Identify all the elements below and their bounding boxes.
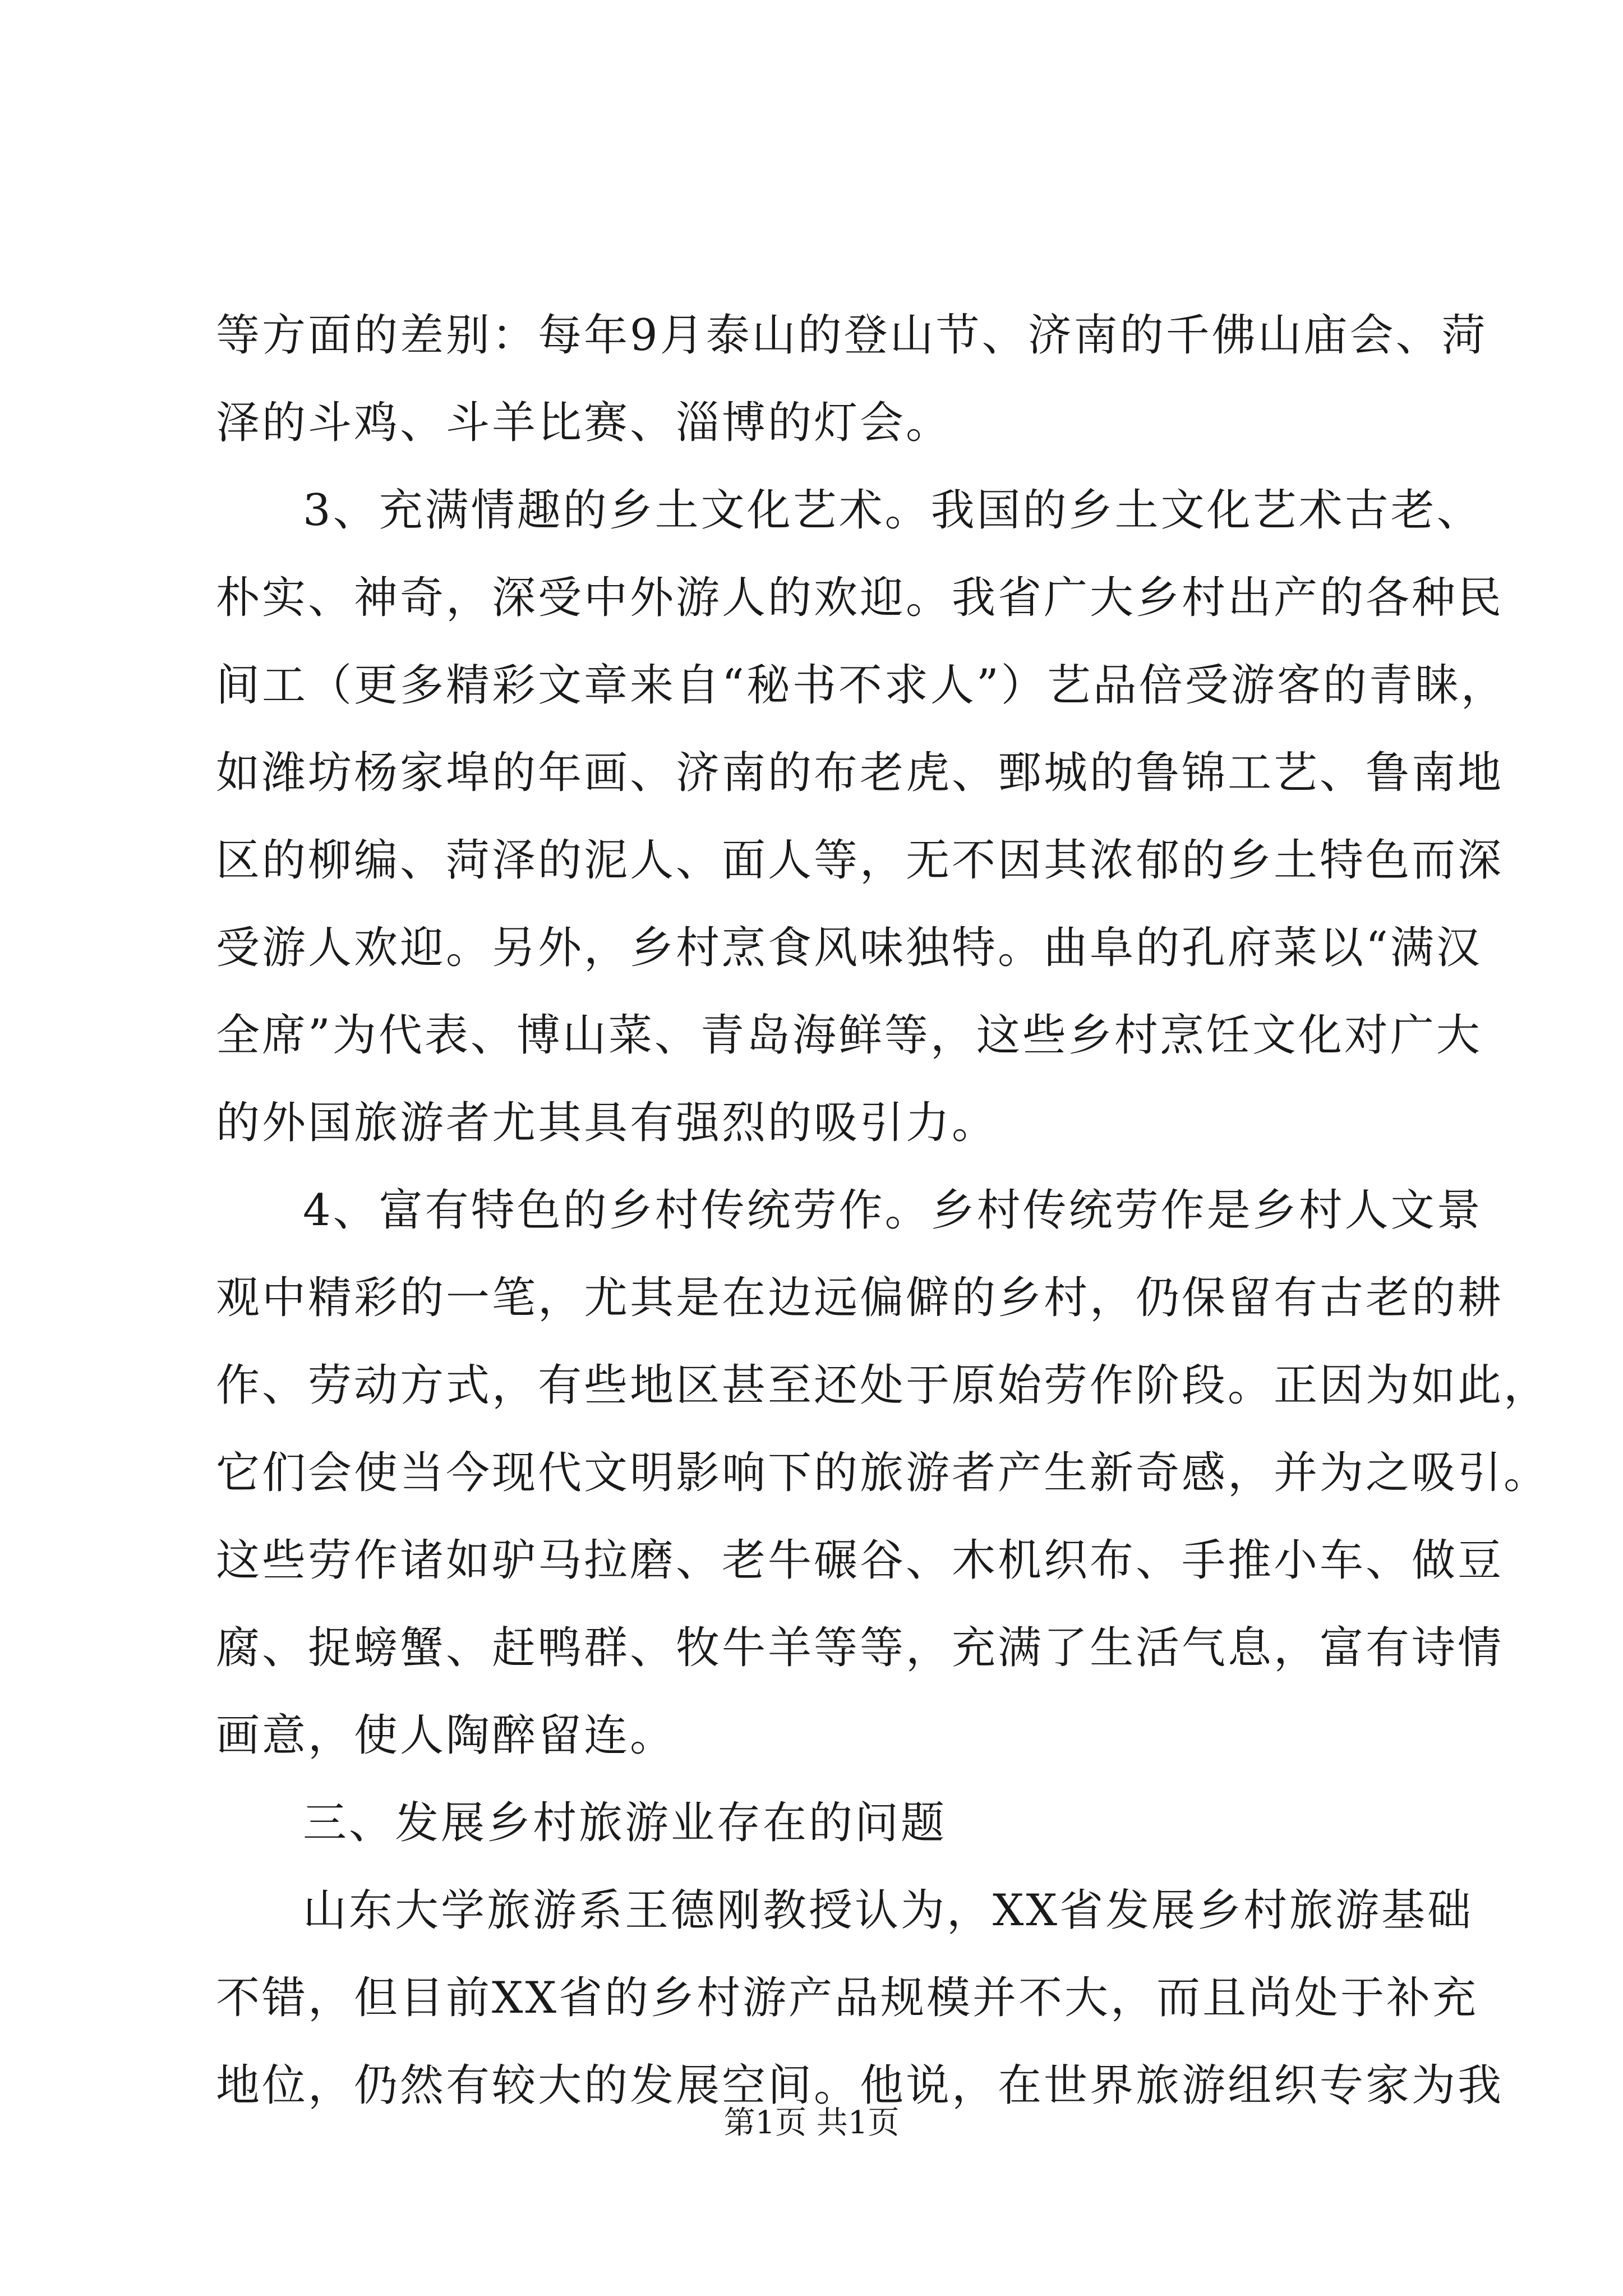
page-footer: 第1页 共1页 [723,2105,900,2141]
text-line: 不错，但目前XX省的乡村游产品规模并不大，而且尚处于补充 [216,1973,1479,2023]
text-line: 泽的斗鸡、斗羊比赛、淄博的灯会。 [216,398,952,448]
text-line: 地位，仍然有较大的发展空间。他说，在世界旅游组织专家为我 [216,2060,1504,2111]
text-line: 作、劳动方式，有些地区甚至还处于原始劳作阶段。正因为如此， [216,1360,1550,1411]
section-heading: 三、发展乡村旅游业存在的问题 [303,1798,947,1848]
text-line: 如潍坊杨家埠的年画、济南的布老虎、鄄城的鲁锦工艺、鲁南地 [216,748,1504,798]
text-line: 受游人欢迎。另外，乡村烹食风味独特。曲阜的孔府菜以“满汉 [216,923,1482,973]
paragraph-start-line: 3、充满情趣的乡土文化艺术。我国的乡土文化艺术古老、 [303,485,1483,536]
text-line: 等方面的差别：每年9月泰山的登山节、济南的千佛山庙会、菏 [216,310,1488,361]
document-body [216,292,1550,2129]
text-line: 的外国旅游者尤其具有强烈的吸引力。 [216,1098,998,1148]
text-line: 画意，使人陶醉留连。 [216,1710,676,1761]
paragraph-start-line: 4、富有特色的乡村传统劳作。乡村传统劳作是乡村人文景 [303,1185,1483,1236]
paragraph-start-line: 山东大学旅游系王德刚教授认为，XX省发展乡村旅游基础 [303,1885,1474,1936]
text-line: 全席”为代表、博山菜、青岛海鲜等，这些乡村烹饪文化对广大 [216,1010,1482,1061]
text-line: 这些劳作诸如驴马拉磨、老牛碾谷、木机织布、手推小车、做豆 [216,1535,1504,1586]
text-line: 朴实、神奇，深受中外游人的欢迎。我省广大乡村出产的各种民 [216,573,1504,623]
text-line: 观中精彩的一笔，尤其是在边远偏僻的乡村，仍保留有古老的耕 [216,1273,1504,1323]
text-line: 间工（更多精彩文章来自“秘书不求人”）艺品倍受游客的青睐， [216,660,1507,711]
text-line: 它们会使当今现代文明影响下的旅游者产生新奇感，并为之吸引。 [216,1448,1550,1498]
text-line: 腐、捉螃蟹、赶鸭群、牧牛羊等等，充满了生活气息，富有诗情 [216,1623,1504,1673]
text-line: 区的柳编、菏泽的泥人、面人等，无不因其浓郁的乡土特色而深 [216,835,1504,886]
